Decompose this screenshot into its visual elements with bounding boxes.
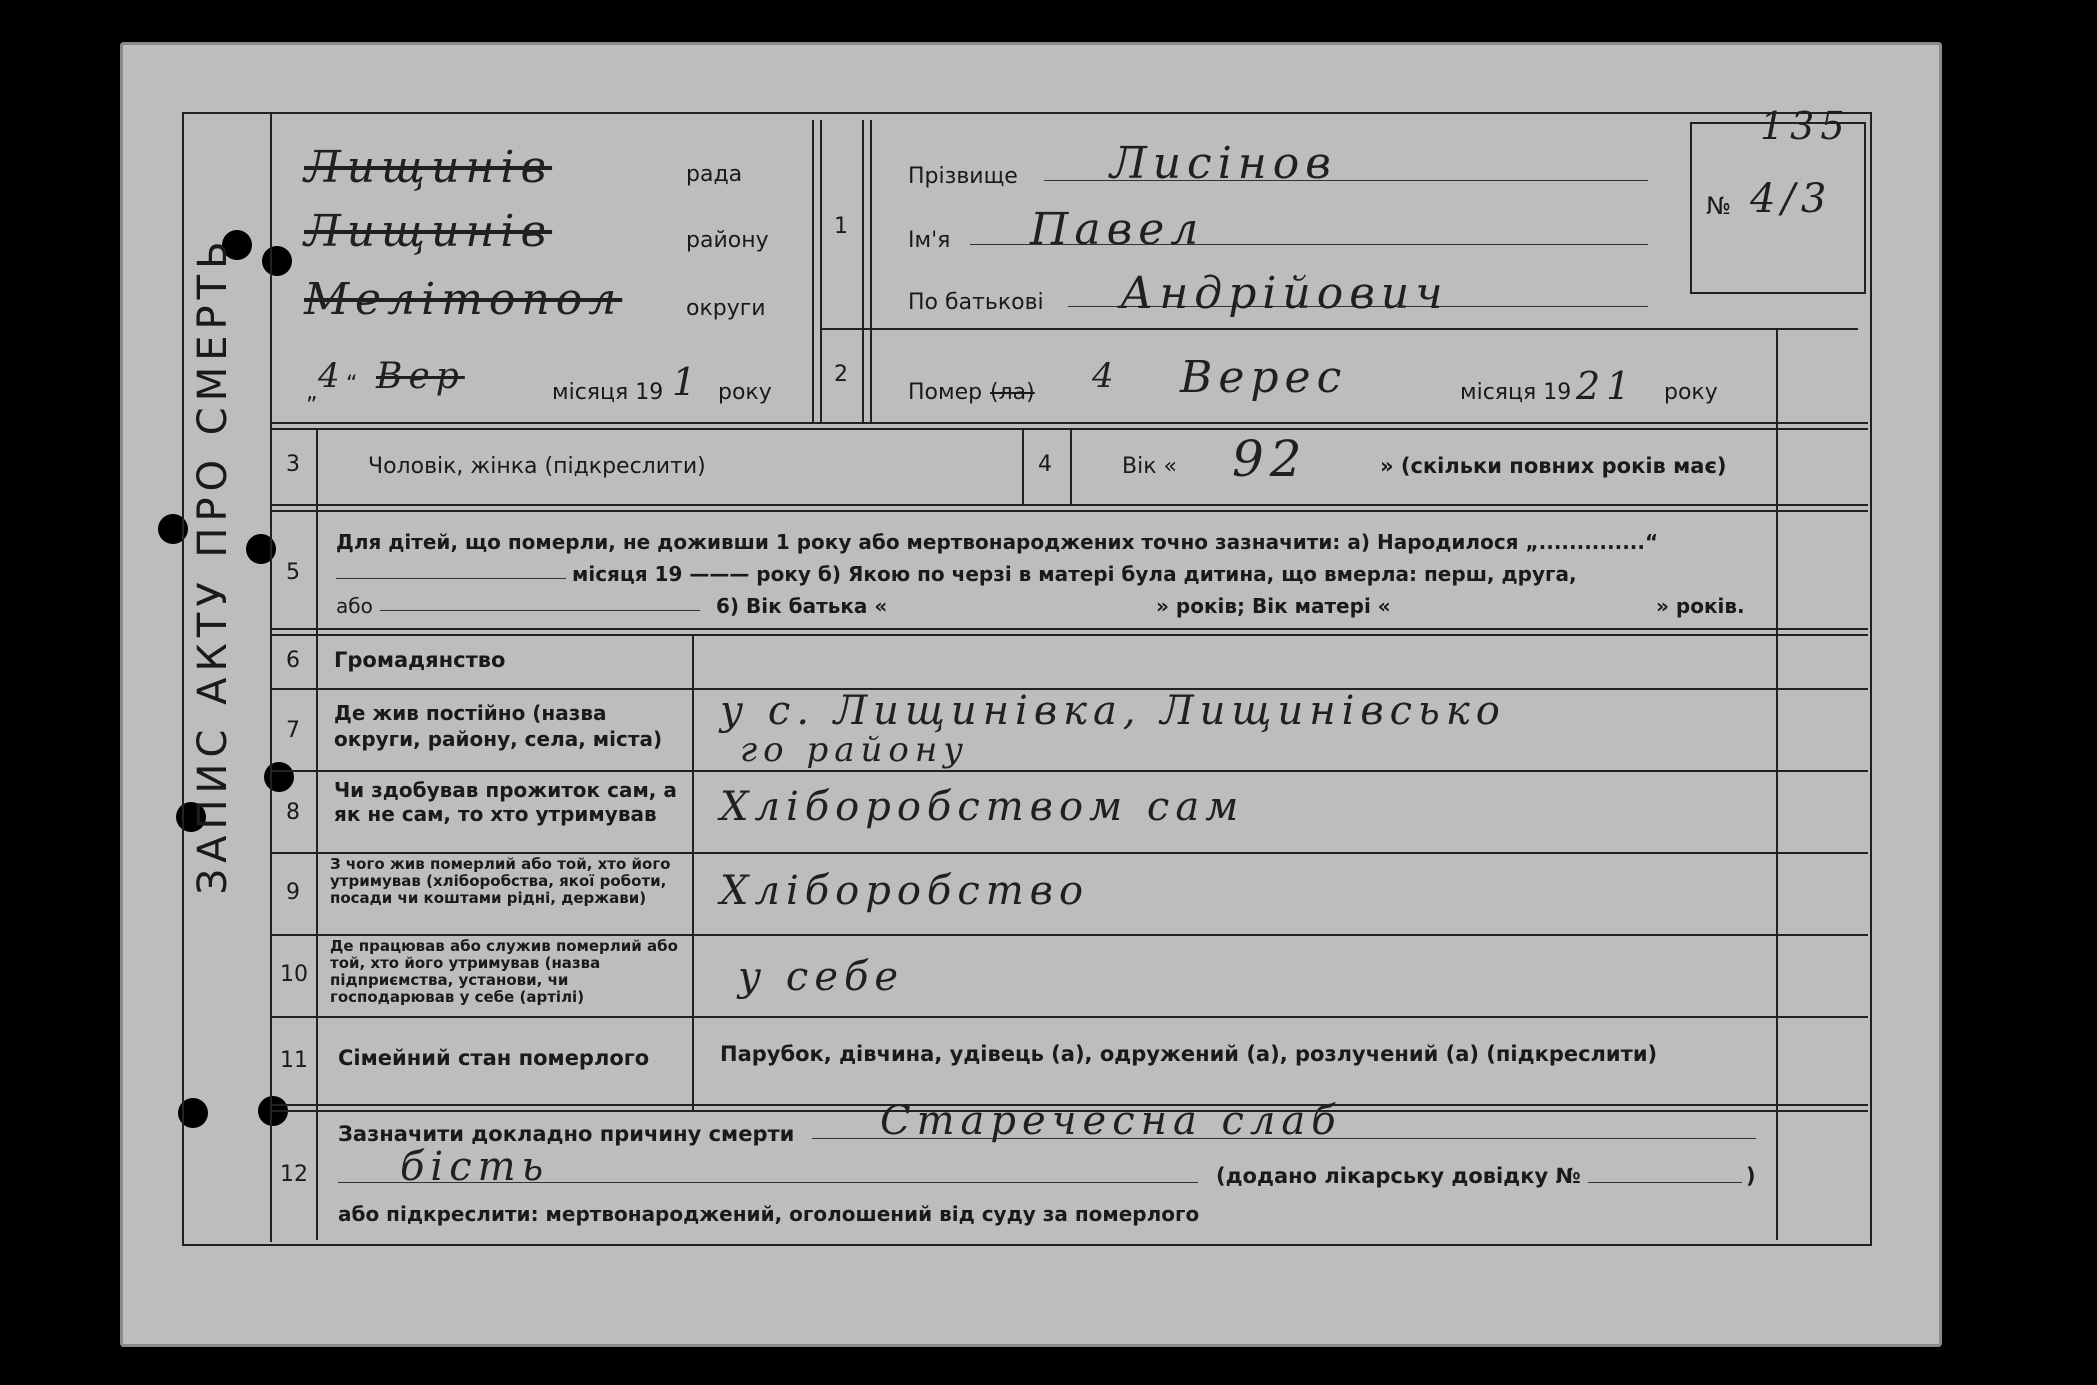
date-close: “ (346, 372, 358, 397)
row7-value-line1: у с. Лищинівка, Лищинівсько (720, 688, 1506, 734)
divider (812, 120, 814, 422)
row5-number: 5 (286, 560, 300, 585)
row11-value: Парубок, дівчина, удівець (а), одружений (а), розлучений (а) (підкреслити) (720, 1042, 1658, 1066)
divider (1776, 328, 1778, 428)
row10-value: у себе (738, 954, 905, 1000)
row8-value: Хліборобством сам (720, 784, 1245, 830)
row4-number: 4 (1038, 452, 1052, 477)
date-month: Вер (376, 356, 465, 397)
date-label: місяця 19 (552, 380, 664, 405)
row5-line2: місяця 19 ——— року б) Якою по черзі в матері була дитина, що вмерла: перш, друга, (572, 562, 1577, 586)
rada-label: рада (686, 162, 743, 187)
row12-footer: або підкреслити: мертвонароджений, оголошений від суду за померлого (338, 1202, 1200, 1226)
row12-number: 12 (280, 1162, 308, 1187)
record-number-label: № (1706, 192, 1731, 220)
row12-value-line1: Старечесна слаб (880, 1098, 1342, 1144)
divider (862, 120, 864, 422)
died-label-struck: (ла) (990, 380, 1035, 405)
row6-label: Громадянство (334, 648, 506, 672)
date-day: 4 (318, 356, 346, 396)
row11-number: 11 (280, 1048, 308, 1073)
divider (270, 628, 1868, 630)
age-value: 92 (1232, 430, 1308, 488)
divider (1776, 428, 1778, 1240)
surname-label: Прізвище (908, 164, 1018, 189)
divider (270, 852, 1868, 854)
row7-number: 7 (286, 718, 300, 743)
age-suffix: » (скільки повних років має) (1380, 454, 1727, 478)
row7-value-line2: го району (740, 730, 969, 770)
row3-text: Чоловік, жінка (підкреслити) (368, 454, 706, 479)
raion-label: району (686, 228, 769, 253)
side-title: ЗАПИС АКТУ ПРО СМЕРТЬ (190, 235, 236, 895)
died-label: Помер (908, 380, 983, 405)
row11-label: Сімейний стан померлого (338, 1046, 650, 1070)
row9-value: Хліборобство (720, 868, 1090, 914)
row9-number: 9 (286, 880, 300, 905)
raion-value: Лищинів (304, 206, 553, 257)
divider (270, 428, 1868, 430)
divider (820, 120, 822, 422)
row8-number: 8 (286, 800, 300, 825)
divider (270, 504, 1868, 506)
row5-line3-c: » років; Вік матері « (1156, 594, 1391, 618)
row8-label: Чи здобував прожиток сам, а як не сам, то хто утримував (334, 778, 677, 826)
died-end: року (1664, 380, 1718, 405)
divider (270, 510, 1868, 512)
underline (1588, 1182, 1742, 1183)
divider (820, 328, 1858, 330)
corner-number: 135 (1760, 104, 1851, 148)
row5-line3-a: або (336, 594, 373, 618)
patronymic-label: По батькові (908, 290, 1044, 315)
row5-line3-d: » років. (1656, 594, 1745, 618)
divider (270, 422, 1868, 424)
divider (870, 120, 872, 422)
underline (380, 610, 700, 611)
row12-doc-label: (додано лікарську довідку № (1216, 1164, 1581, 1188)
died-day: 4 (1092, 356, 1120, 396)
died-month: Верес (1180, 352, 1348, 403)
okruha-value: Мелітопол (304, 274, 623, 325)
date-year: 1 (672, 360, 703, 404)
died-month-label: місяця 19 (1460, 380, 1572, 405)
row1-number: 1 (834, 214, 848, 239)
row2-number: 2 (834, 362, 848, 387)
rada-value: Лищинів (304, 142, 553, 193)
divider (270, 770, 1868, 772)
name-label: Ім'я (908, 228, 951, 253)
row10-number: 10 (280, 962, 308, 987)
surname-value: Лисінов (1110, 138, 1337, 189)
row6-number: 6 (286, 648, 300, 673)
divider (1022, 428, 1024, 506)
row3-number: 3 (286, 452, 300, 477)
okruha-label: округи (686, 296, 766, 321)
row9-label: З чого жив померлий або той, хто його утримував (хліборобства, якої роботи, посади чи коштами рідні, держави) (330, 855, 671, 907)
record-number-value: 4/3 (1750, 176, 1833, 222)
underline (336, 578, 566, 579)
row12-value-line2: бість (400, 1144, 550, 1190)
patronymic-value: Андрійович (1120, 268, 1449, 319)
divider (270, 1016, 1868, 1018)
row12-label: Зазначити докладно причину смерти (338, 1122, 795, 1146)
age-label: Вік « (1122, 454, 1177, 479)
side-border (270, 112, 272, 1242)
date-open: „ (306, 380, 318, 405)
row5-line3-b: 6) Вік батька « (716, 594, 888, 618)
row5-line1: Для дітей, що померли, не доживши 1 року або мертвонароджених точно зазначити: а) Народилося „..............“ (336, 530, 1659, 554)
divider (270, 634, 1868, 636)
divider (316, 428, 318, 1240)
died-year: 21 (1576, 364, 1637, 408)
row7-label: Де жив постійно (назва округи, району, села, міста) (334, 701, 663, 751)
divider (270, 934, 1868, 936)
row10-label: Де працював або служив померлий або той, хто його утримував (назва підприємства, установи, чи господарював у себе (артілі) (330, 937, 678, 1006)
divider (1070, 428, 1072, 506)
divider (692, 634, 694, 1112)
date-end: року (718, 380, 772, 405)
row12-doc-end: ) (1746, 1164, 1756, 1188)
name-value: Павел (1030, 204, 1205, 255)
